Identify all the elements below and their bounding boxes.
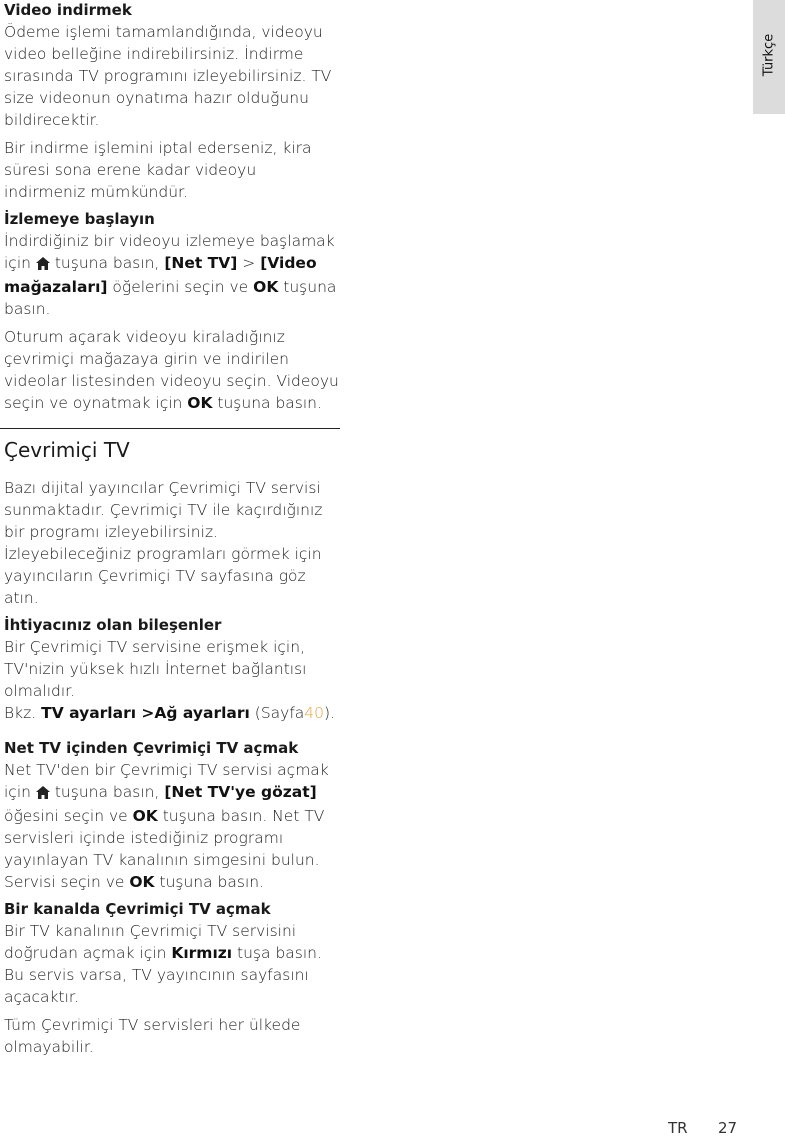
page-reference[interactable]: 40 — [304, 704, 325, 722]
language-tab-label: Türkçe — [761, 33, 777, 77]
paragraph-availability: Tüm Çevrimiçi TV servisleri her ülkede olmayabilir. — [4, 1016, 301, 1056]
language-tab — [753, 0, 785, 114]
ok-key-label: OK — [132, 807, 158, 825]
paragraph-download-info: Ödeme işlemi tamamlandığında, videoyu video belleğine indirebilirsiniz. İndirme sırasında TV programını izleyebilirsiniz. TV size videonun oynatıma hazır olduğunu bildirecektir. — [4, 23, 332, 129]
home-icon — [36, 783, 50, 805]
browse-net-tv-label: [Net TV'ye gözat] — [164, 783, 317, 801]
main-column — [4, 0, 340, 1064]
paragraph-open-on-channel: Bir TV kanalının Çevrimiçi TV servisini doğrudan açmak için Kırmızı tuşa basın. Bu servis varsa, TV yayıncının sayfasını açacaktır. — [4, 922, 322, 1006]
paragraph-online-store: Oturum açarak videoyu kiraladığınız çevrimiçi mağazaya girin ve indirilen videolar listesinden videoyu seçin. Videoyu seçin ve oynatmak için OK tuşuna basın. — [4, 328, 339, 412]
home-icon — [36, 254, 50, 276]
ok-key-label: OK — [253, 278, 279, 296]
section-divider — [0, 428, 340, 429]
heading-start-watching: İzlemeye başlayın — [4, 210, 155, 228]
net-tv-menu-label: [Net TV] — [164, 254, 238, 272]
paragraph-requirements: Bir Çevrimiçi TV servisine erişmek için, TV'nizin yüksek hızlı İnternet bağlantısı olmalıdır. Bkz. TV ayarları >Ağ ayarları (Sayfa40). — [4, 638, 335, 722]
paragraph-online-tv-intro: Bazı dijital yayıncılar Çevrimiçi TV servisi sunmaktadır. Çevrimiçi TV ile kaçırdığınız bir programı izleyebilirsiniz. İzleyebileceğiniz programları görmek için yayıncıların Çevrimiçi TV sayfasına göz atın. — [4, 479, 323, 607]
heading-video-download: Video indirmek — [4, 1, 132, 19]
chapter-title: Çevrimiçi TV — [4, 438, 130, 462]
video-stores-menu-label: [Video mağazaları] — [4, 254, 317, 296]
footer-page-number: 27 — [718, 1119, 738, 1137]
network-settings-link[interactable]: TV ayarları >Ağ ayarları — [41, 704, 250, 722]
footer-language: TR — [668, 1119, 688, 1137]
paragraph-download-cancel: Bir indirme işlemini iptal ederseniz, kira süresi sona erene kadar videoyu indirmeniz mümkündür. — [4, 139, 312, 201]
ok-key-label: OK — [187, 394, 213, 412]
red-key-label: Kırmızı — [171, 944, 233, 962]
heading-open-from-net-tv: Net TV içinden Çevrimiçi TV açmak — [4, 739, 299, 757]
paragraph-open-from-net-tv: Net TV'den bir Çevrimiçi TV servisi açmak için tuşuna basın, [Net TV'ye gözat] öğesini seçin ve OK tuşuna basın. Net TV servisleri içinde istediğiniz programı yayınlayan TV kanalının simgesini bulun. Servisi seçin ve OK tuşuna basın. — [4, 761, 329, 891]
heading-requirements: İhtiyacınız olan bileşenler — [4, 616, 222, 634]
paragraph-start-watching: İndirdiğiniz bir videoyu izlemeye başlamak için tuşuna basın, [Net TV] > [Video mağazaları] öğelerini seçin ve OK tuşuna basın. — [4, 232, 337, 318]
ok-key-label: OK — [129, 873, 155, 891]
heading-open-on-channel: Bir kanalda Çevrimiçi TV açmak — [4, 900, 271, 918]
